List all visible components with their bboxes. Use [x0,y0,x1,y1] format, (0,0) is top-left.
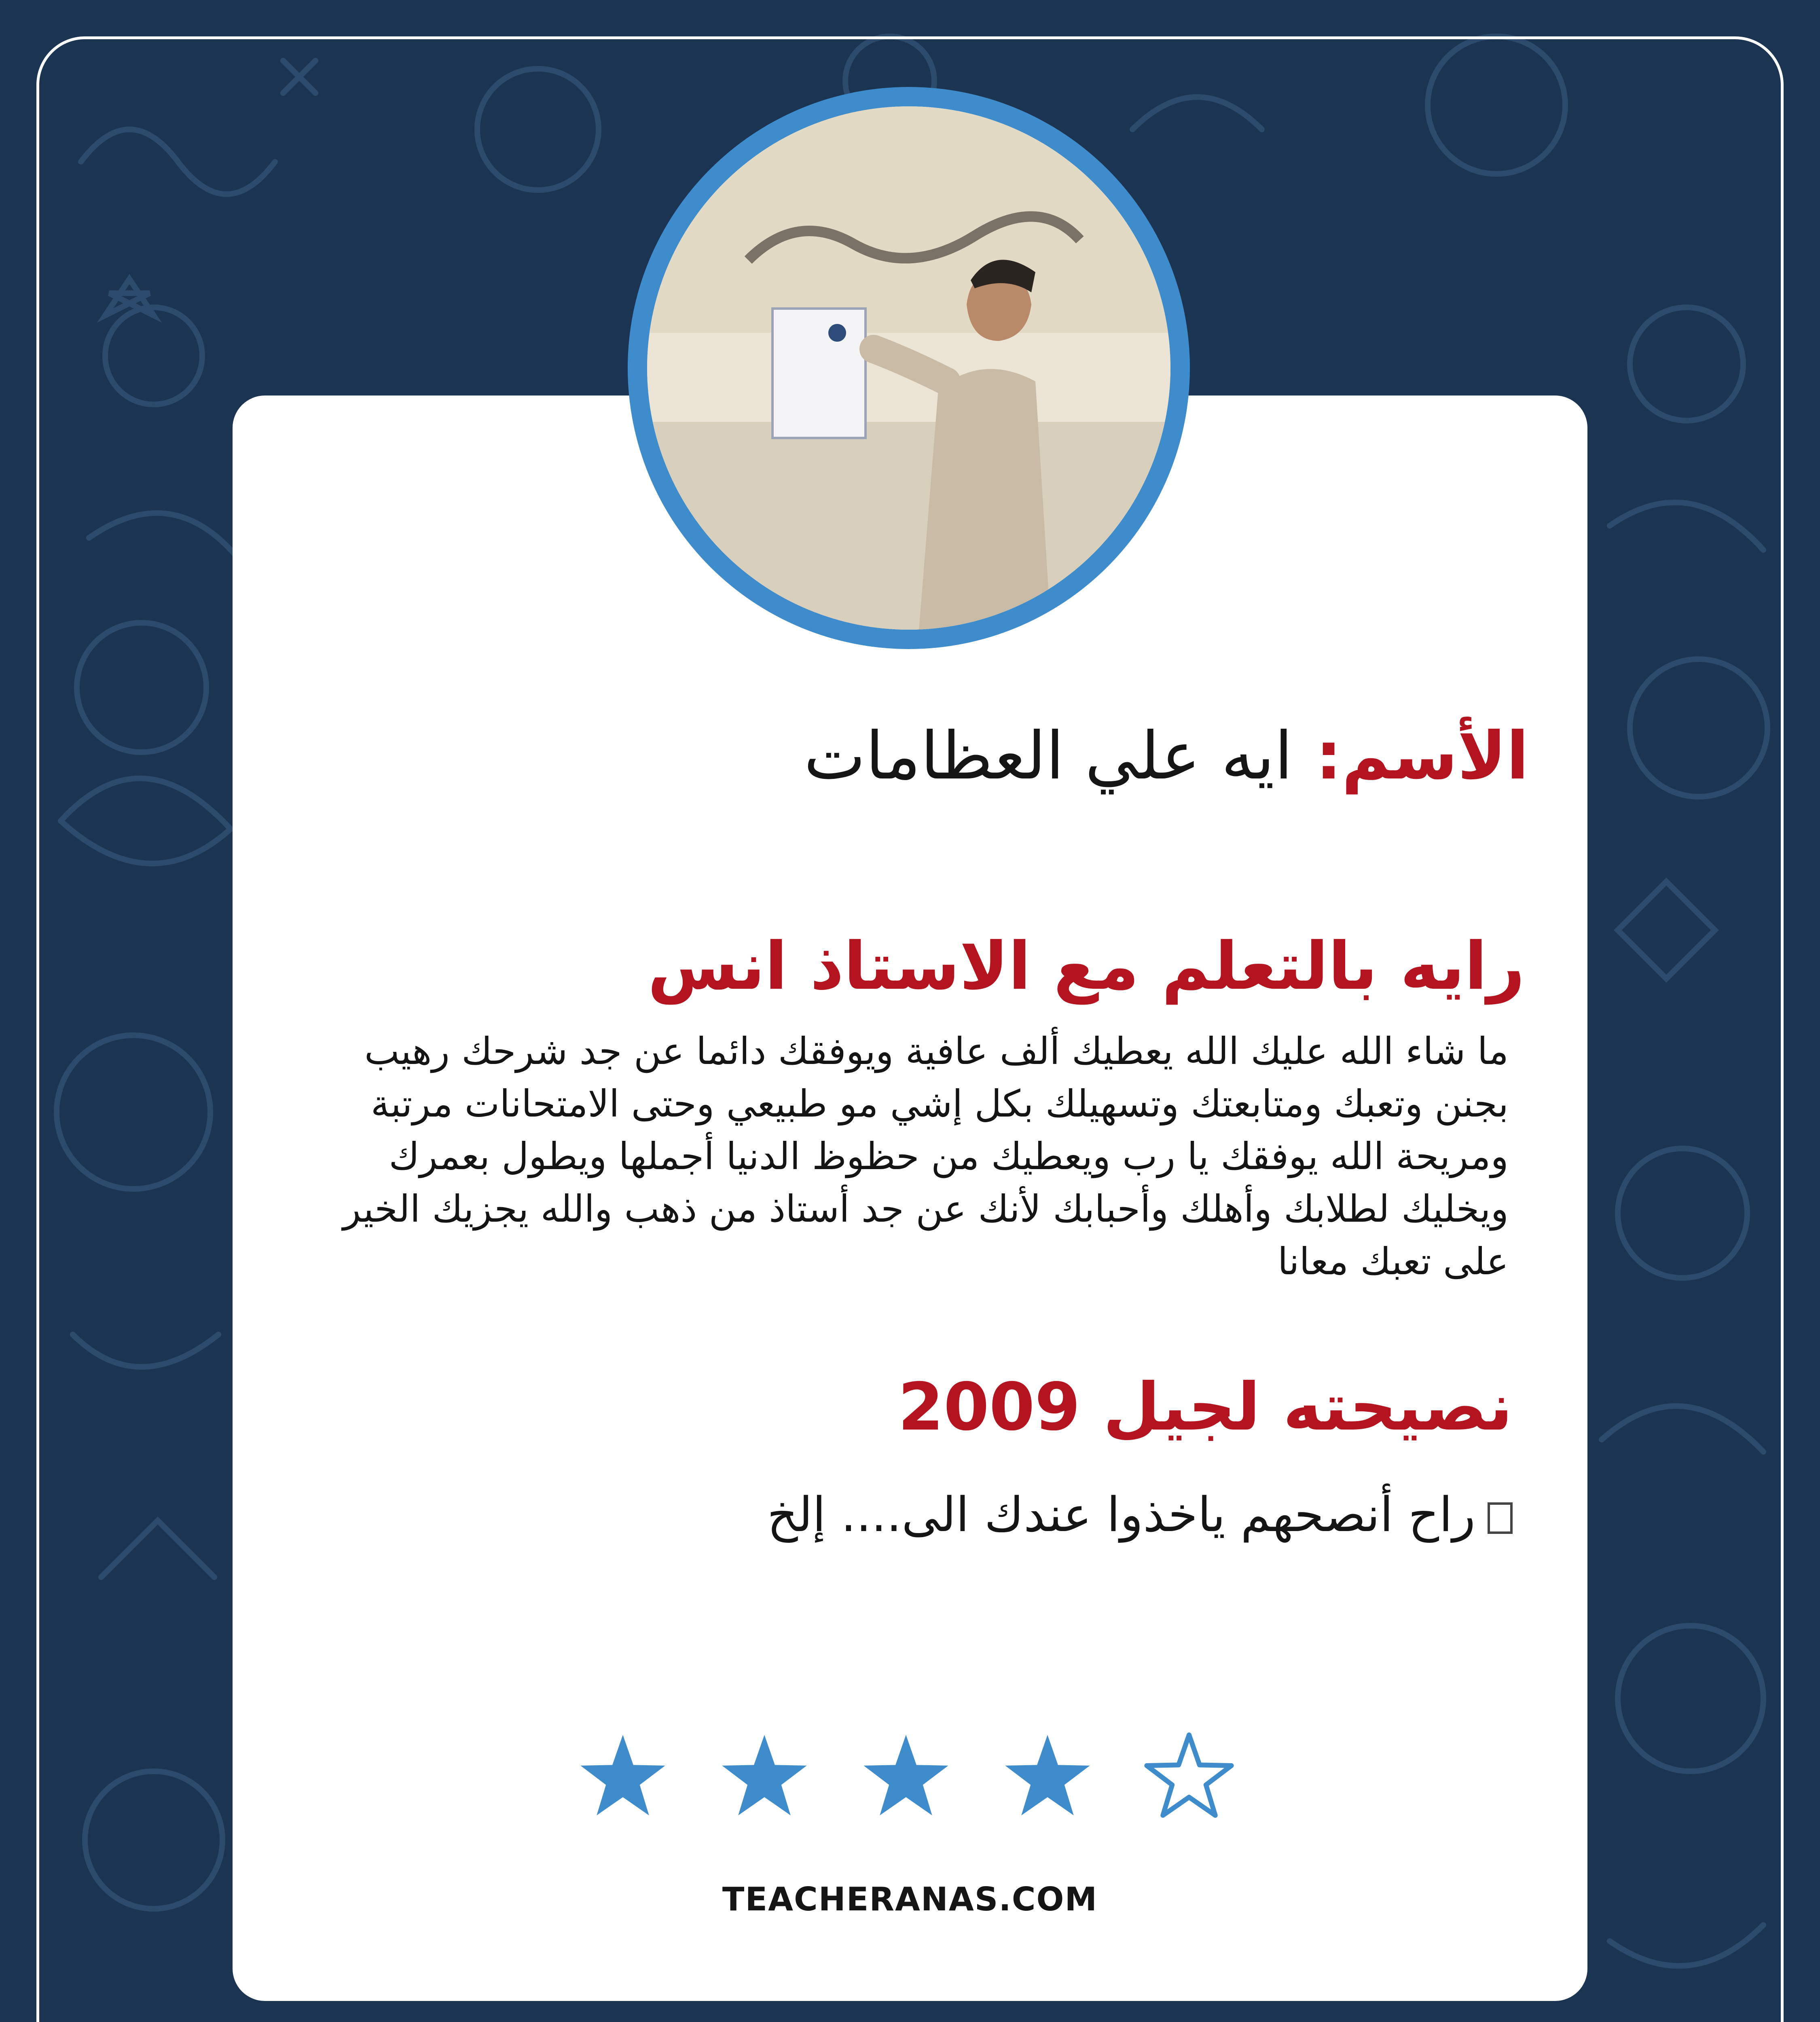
star-filled-icon [580,1735,665,1815]
checkbox-icon [1488,1502,1513,1534]
advice-text-content: راح أنصحهم ياخذوا عندك الى.... إلخ [767,1487,1475,1542]
star-filled-icon [863,1735,948,1815]
opinion-heading: رايه بالتعلم مع الاستاذ انس [648,929,1525,1005]
name-label: الأسم: [1315,718,1529,794]
star-filled-icon [1005,1735,1090,1815]
advice-heading: نصيحته لجيل 2009 [898,1369,1513,1445]
star-rating [574,1731,1262,1828]
opinion-text: ما شاء الله عليك الله يعطيك ألف عافية ويوفقك دائما عن جد شرحك رهيب بجنن وتعبك ومتابعتك وتسهيلك بكل إشي مو طبيعي وحتى الامتحانات مرتبة ومريحة الله يوفقك يا رب ويعطيك من حظوظ الدنيا أجملها ويطول بعمرك ويخليك لطلابك وأهلك وأحبابك لأنك عن جد أستاذ من ذهب والله يجزيك الخير على تعبك معانا [343,1030,1509,1283]
student-photo-icon [647,106,1170,630]
student-name [804,712,1529,801]
name-value: ايه علي العظامات [804,718,1293,794]
advice-text [767,1484,1513,1545]
website-link[interactable]: TEACHERANAS.COM [722,1880,1098,1918]
star-empty-icon [1147,1735,1231,1815]
star-filled-icon [722,1735,806,1815]
